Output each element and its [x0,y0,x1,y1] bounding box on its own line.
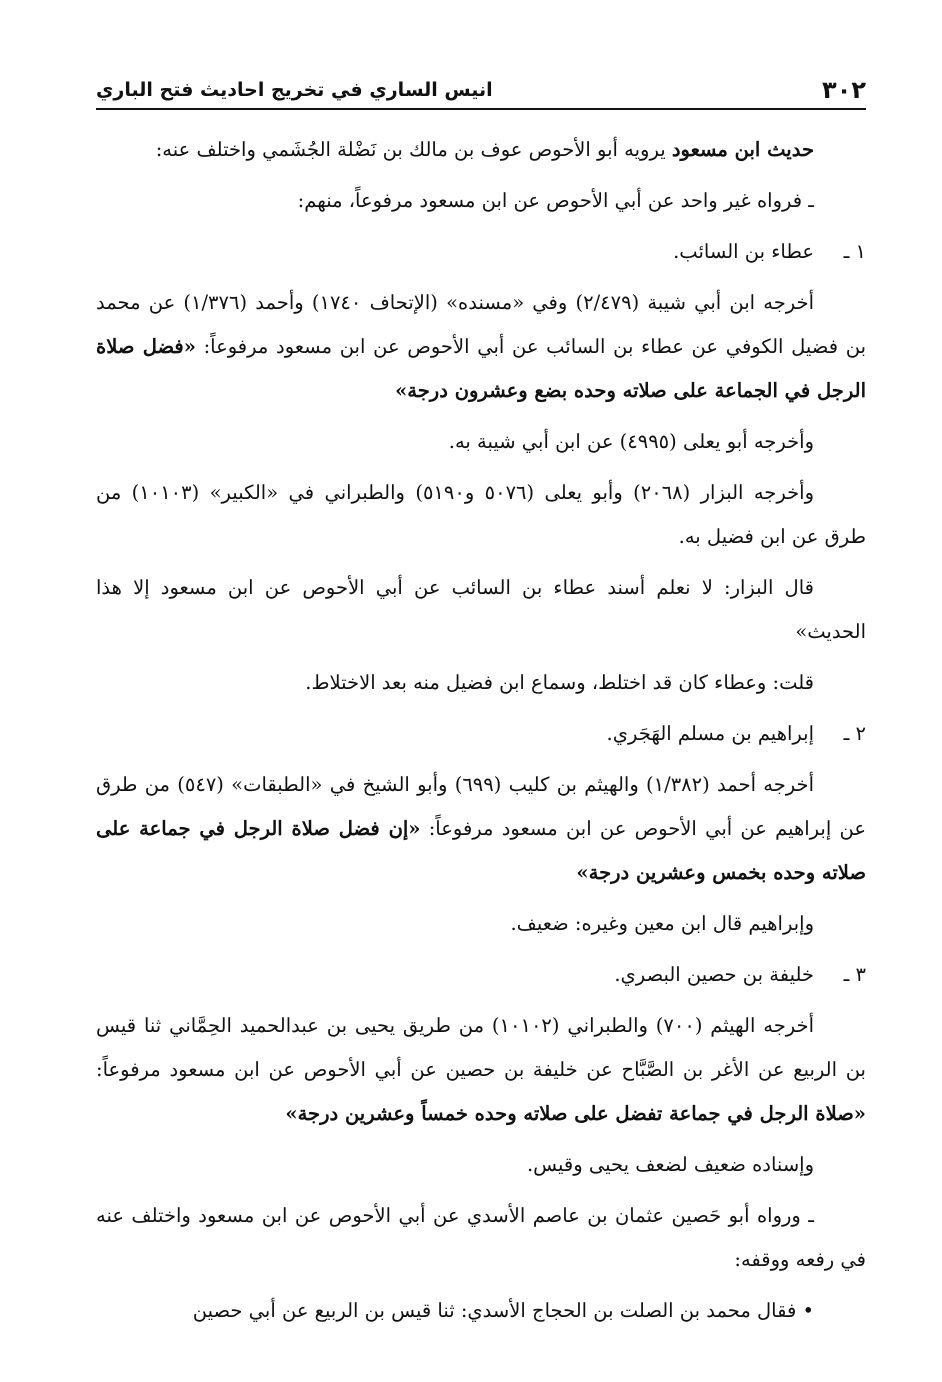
paragraph-ibrahim-grading: وإبراهيم قال ابن معين وغيره: ضعيف. [510,912,814,935]
list-item-number: ٣ ـ [843,963,866,986]
hadith-intro-text: يرويه أبو الأحوص عوف بن مالك بن نَضْلة الجُشَمي واختلف عنه: [155,138,672,161]
hadith-matn: «إن فضل صلاة الرجل في جماعة على صلاته وحده بخمس وعشرين درجة» [96,817,866,884]
hadith-heading: حديث ابن مسعود [671,138,814,161]
paragraph-takhrij-3 [96,1004,866,1136]
takhrij-text: أخرجه الهيثم (٧٠٠) والطبراني (١٠١٠٢) من طريق يحيى بن عبدالحميد الحِمَّاني ثنا قيس بن الربيع عن الأغر بن الصَّبَّاح عن خليفة بن حصين عن أبي الأحوص عن ابن مسعود مرفوعاً: [96,1014,866,1081]
list-item-2 [96,712,866,756]
main-text [96,128,866,1340]
list-item-number: ٢ ـ [843,722,866,745]
list-item-3 [96,953,866,997]
paragraph-abu-hasin: ـ ورواه أبو حَصين عثمان بن عاصم الأسدي عن أبي الأحوص عن ابن مسعود واختلف عنه في رفعه ووقفه: [96,1204,866,1271]
paragraph-takhrij-1 [96,281,866,413]
hadith-matn: «صلاة الرجل في جماعة تفضل على صلاته وحده خمساً وعشرين درجة» [285,1102,866,1125]
list-item-label: عطاء بن السائب. [673,240,814,263]
list-item-number: ١ ـ [843,240,866,263]
paragraph-bazzar-quote: قال البزار: لا نعلم أسند عطاء بن السائب عن أبي الأحوص عن ابن مسعود إلا هذا الحديث» [96,576,866,643]
paragraph-takhrij-2 [96,763,866,895]
paragraph-isnad-grading: وإسناده ضعيف لضعف يحيى وقيس. [526,1153,814,1176]
page-number: ٣٠٢ [822,76,866,104]
paragraph-bazzar: وأخرجه البزار (٢٠٦٨) وأبو يعلى (٥٠٧٦ و٥١٩٠) والطبراني في «الكبير» (١٠١٠٣) من طرق عن ابن فضيل به. [96,481,866,548]
paragraph-comment: قلت: وعطاء كان قد اختلط، وسماع ابن فضيل منه بعد الاختلاط. [305,671,814,694]
paragraph-narrators-intro: ـ فرواه غير واحد عن أبي الأحوص عن ابن مسعود مرفوعاً، منهم: [297,189,814,212]
paragraph-hadith-intro [96,128,866,172]
list-item-1 [96,230,866,274]
list-item-label: إبراهيم بن مسلم الهَجَري. [606,722,814,745]
running-header [96,72,866,110]
takhrij-text: أخرجه أحمد (١/٣٨٢) والهيثم بن كليب (٦٩٩) وأبو الشيخ في «الطبقات» (٥٤٧) من طرق عن إبراهيم عن أبي الأحوص عن ابن مسعود مرفوعاً: [96,773,866,840]
paragraph-bullet: • فقال محمد بن الصلت بن الحجاج الأسدي: ثنا قيس بن الربيع عن أبي حصين [192,1299,814,1322]
list-item-label: خليفة بن حصين البصري. [614,963,814,986]
takhrij-text: أخرجه ابن أبي شيبة (٢/٤٧٩) وفي «مسنده» (الإتحاف ١٧٤٠) وأحمد (١/٣٧٦) عن محمد بن فضيل الكوفي عن عطاء بن السائب عن أبي الأحوص عن ابن مسعود مرفوعاً: [96,291,867,358]
hadith-matn: «فضل صلاة الرجل في الجماعة على صلاته وحده بضع وعشرون درجة» [96,335,866,402]
paragraph-abu-yala: وأخرجه أبو يعلى (٤٩٩٥) عن ابن أبي شيبة به. [448,430,814,453]
book-title: انيس الساري في تخريج احاديث فتح الباري [96,79,493,101]
